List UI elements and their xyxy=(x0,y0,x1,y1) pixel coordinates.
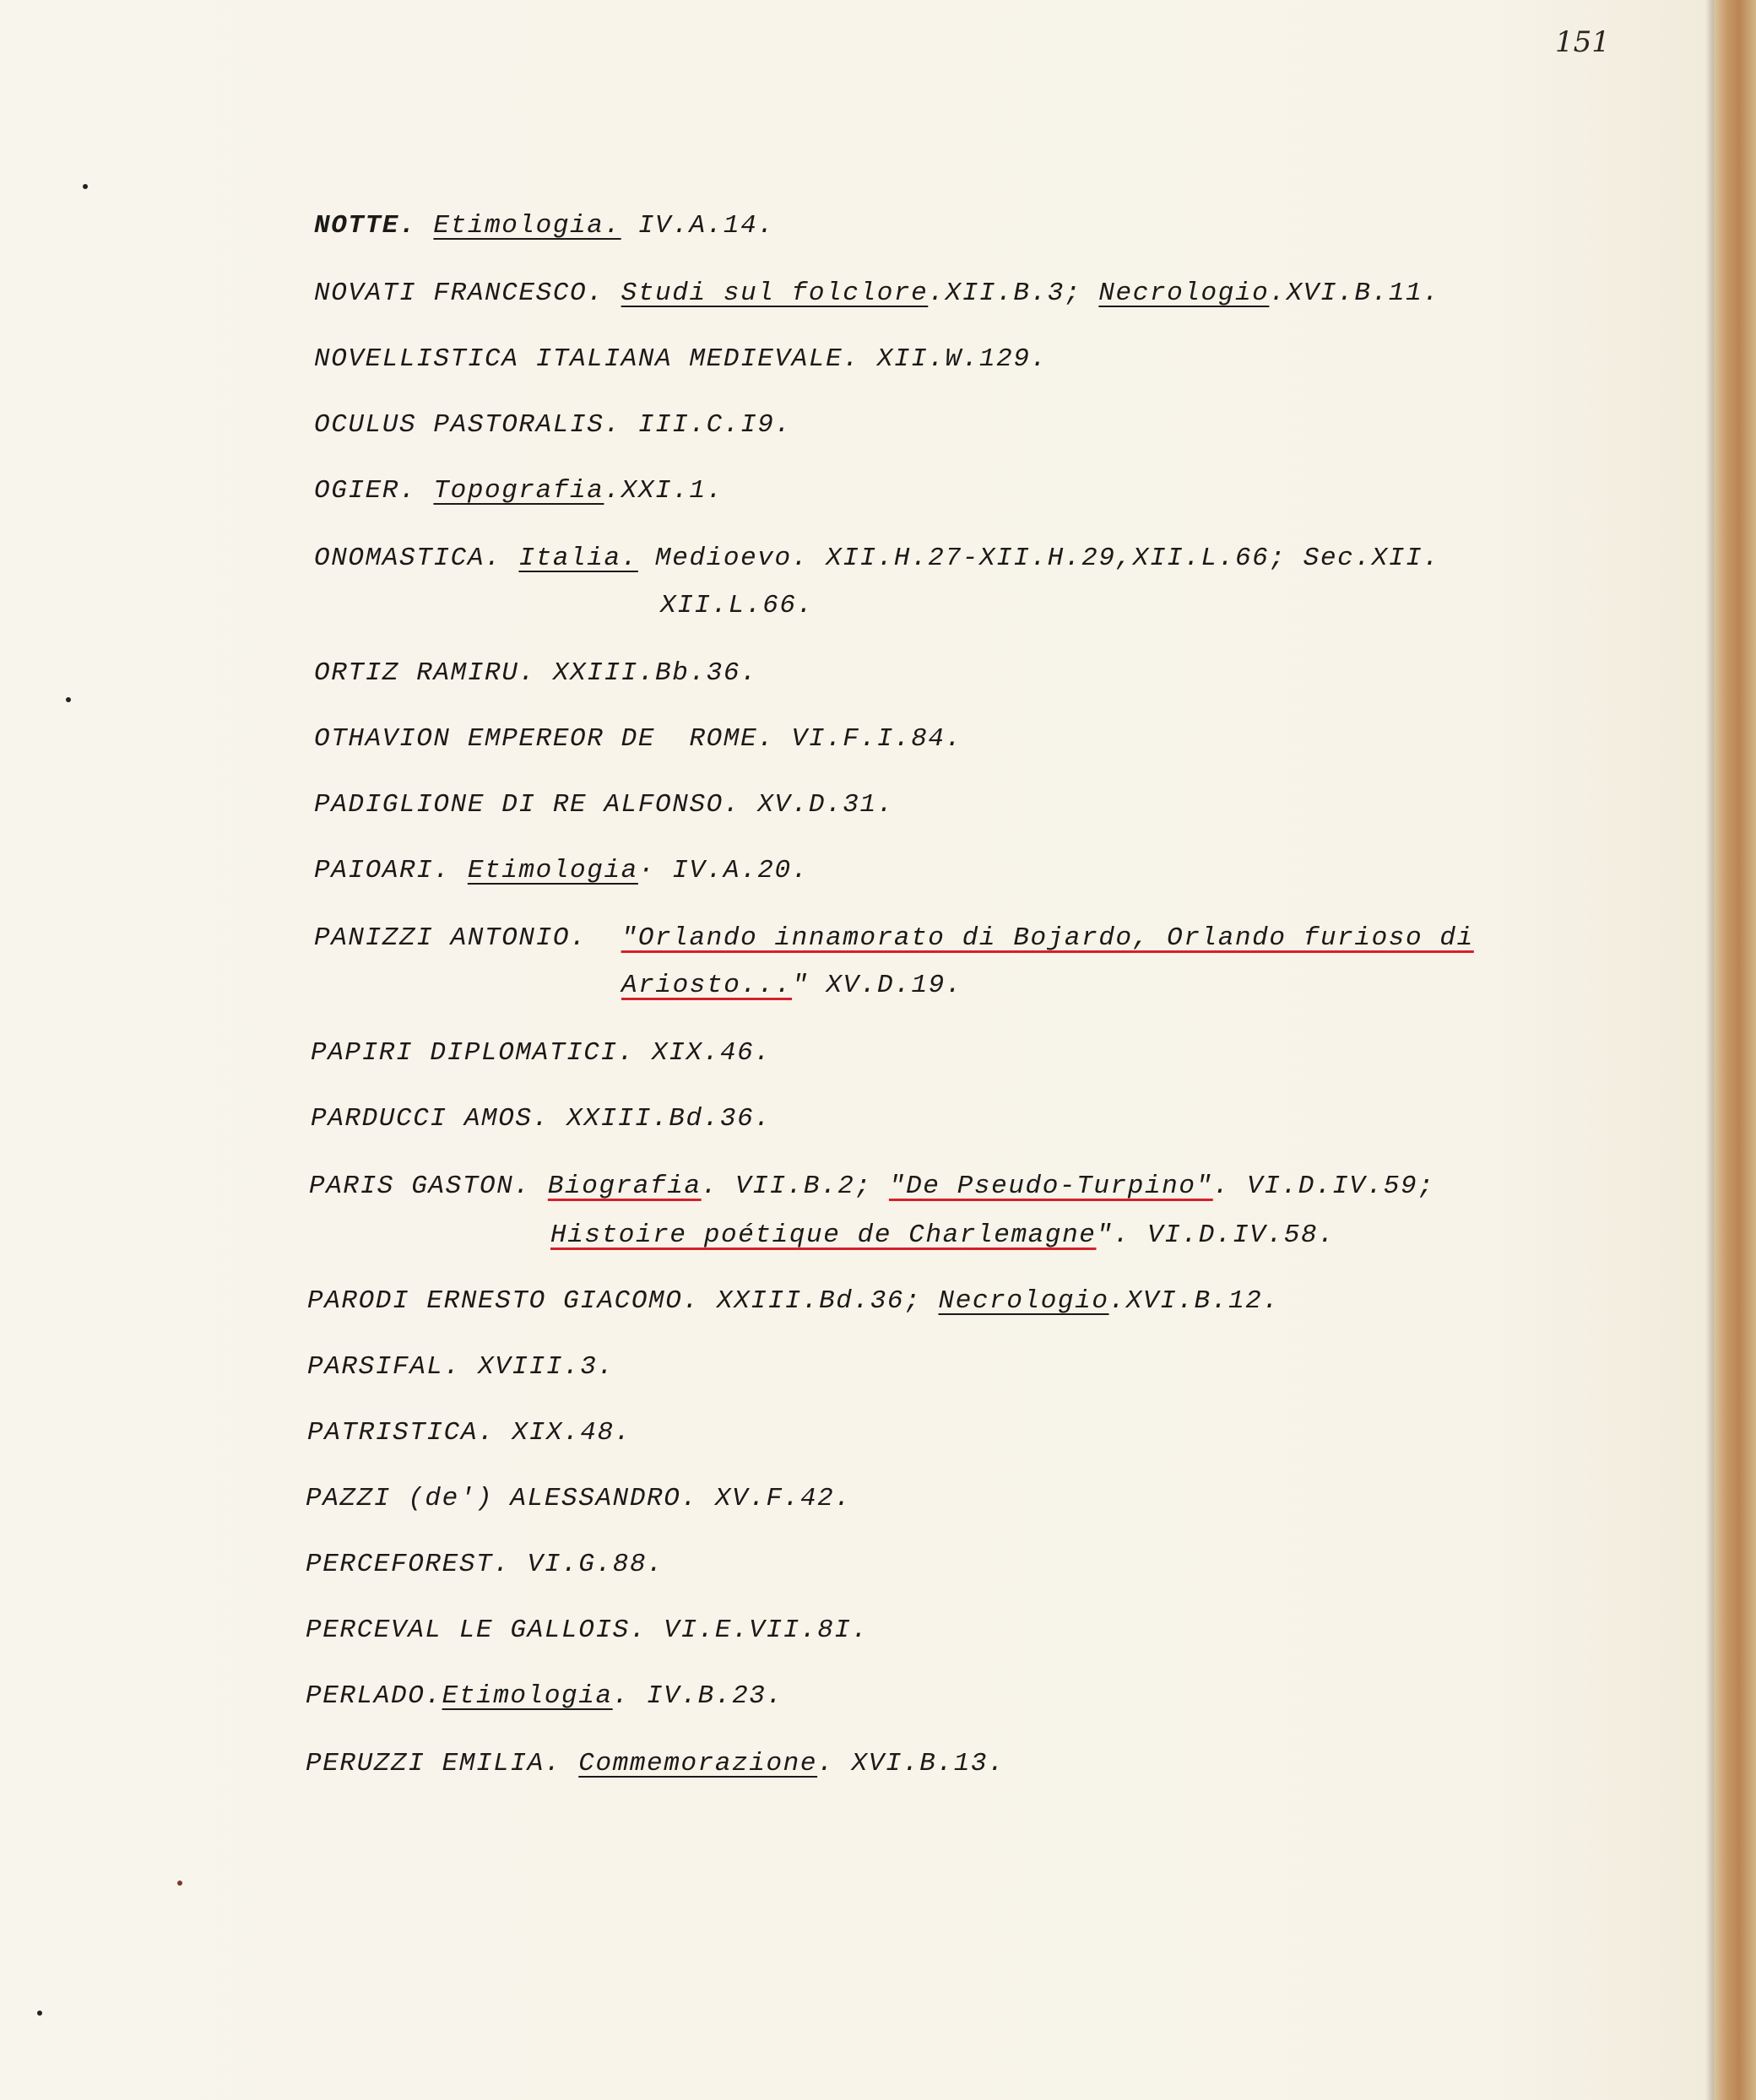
index-entry: PERCEVAL LE GALLOIS. VI.E.VII.8I. xyxy=(306,1616,869,1645)
index-entry: PATRISTICA. XIX.48. xyxy=(307,1418,631,1448)
index-entry: PARSIFAL. XVIII.3. xyxy=(307,1352,615,1382)
page-edge xyxy=(1714,0,1756,2100)
index-entry: NOVATI FRANCESCO. Studi sul folclore.XII.B.3; Necrologio.XVI.B.11. xyxy=(314,279,1440,308)
index-entry: ORTIZ RAMIRU. XXIII.Bb.36. xyxy=(314,658,758,688)
index-entry: PARDUCCI AMOS. XXIII.Bd.36. xyxy=(311,1104,772,1134)
index-entry: OGIER. Topografia.XXI.1. xyxy=(314,476,724,506)
index-entry: PAPIRI DIPLOMATICI. XIX.46. xyxy=(311,1038,772,1068)
index-entry-continuation: Ariosto..." XV.D.19. xyxy=(621,971,963,1000)
index-entry: PAZZI (de') ALESSANDRO. XV.F.42. xyxy=(306,1484,852,1513)
paper-speck xyxy=(37,2011,42,2016)
index-entry: PADIGLIONE DI RE ALFONSO. XV.D.31. xyxy=(314,790,894,820)
paper-speck xyxy=(177,1881,182,1886)
page-number: 151 xyxy=(1555,25,1610,59)
index-entry-continuation: XII.L.66. xyxy=(660,591,814,620)
index-entry: PERUZZI EMILIA. Commemorazione. XVI.B.13. xyxy=(306,1749,1005,1778)
index-entry: PARODI ERNESTO GIACOMO. XXIII.Bd.36; Necrologio.XVI.B.12. xyxy=(307,1286,1280,1316)
index-entry: OTHAVION EMPEREOR DE ROME. VI.F.I.84. xyxy=(314,724,962,754)
index-entry: PANIZZI ANTONIO. "Orlando innamorato di Bojardo, Orlando furioso di xyxy=(314,923,1474,953)
index-entry: PERLADO.Etimologia. IV.B.23. xyxy=(306,1681,783,1711)
index-entry-continuation: Histoire poétique de Charlemagne". VI.D.IV.58. xyxy=(550,1220,1336,1250)
paper-speck xyxy=(83,184,88,189)
index-entry: NOVELLISTICA ITALIANA MEDIEVALE. XII.W.129. xyxy=(314,344,1048,374)
index-entry: PARIS GASTON. Biografia. VII.B.2; "De Pseudo-Turpino". VI.D.IV.59; xyxy=(309,1172,1435,1201)
index-entry: OCULUS PASTORALIS. III.C.I9. xyxy=(314,410,792,440)
paper-speck xyxy=(66,697,71,702)
index-entry: PAIOARI. Etimologia· IV.A.20. xyxy=(314,856,809,885)
index-entry: ONOMASTICA. Italia. Medioevo. XII.H.27-XII.H.29,XII.L.66; Sec.XII. xyxy=(314,544,1440,573)
index-entry: PERCEFOREST. VI.G.88. xyxy=(306,1550,664,1579)
index-entry: NOTTE. Etimologia. IV.A.14. xyxy=(314,211,775,241)
binding-shadow xyxy=(1705,0,1714,2100)
